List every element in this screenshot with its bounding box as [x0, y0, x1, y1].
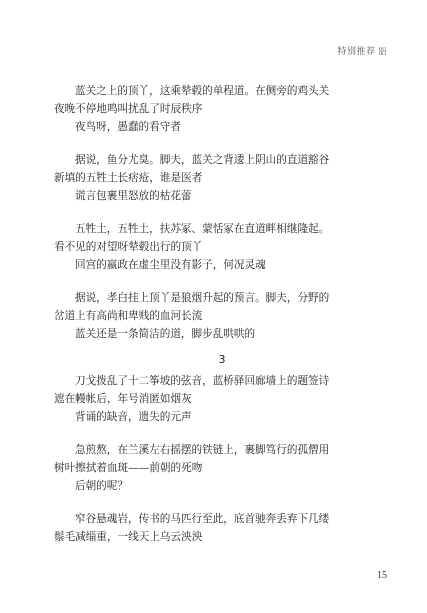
header-title: 特别推荐: [337, 47, 376, 57]
poem-line: 看不见的对望呀辇毂出行的顶丫: [54, 241, 203, 253]
stanza: [54, 510, 390, 546]
poem-line: 谎言包裹里怒放的枯花蕾: [75, 190, 192, 202]
poem-line: 刀戈拨乱了十二筝坡的弦音，蓝桥驿回廊墙上的题签诗: [75, 375, 330, 387]
poem-line: 岔道上有高尚和卑贱的血河长流: [54, 310, 203, 322]
poem-line: 五牲土，五牲土，扶苏冢、蒙恬冢在直道畔相继隆起。: [75, 223, 330, 235]
poem-line: 急煎熬，在兰溪左右摇摆的铁链上，裹脚笃行的孤僧用: [75, 444, 330, 456]
poem-body: [54, 82, 390, 546]
header-mark: 㗊: [378, 47, 387, 56]
poem-line: 据说，孝白挂上顶丫是狼烟升起的预言。脚夫，分野的: [75, 292, 330, 304]
stanza: [54, 372, 390, 426]
poem-line: 窄谷悬魂岩，传书的马匹行至此，底首驰奔丢弃下几缕: [75, 513, 330, 525]
poem-line: 蓝关之上的顶丫，这乘辇毂的单程道。在侧旁的鸡头关: [75, 85, 330, 97]
poem-line: 鬃毛减缁重，一线天上乌云泱泱: [54, 531, 203, 543]
stanza: [54, 289, 390, 343]
poem-line: 新填的五牲土长痞疮，谁是医者: [54, 172, 203, 184]
poem-line: 背诵的缺音，遗失的元声: [75, 411, 192, 423]
poem-line: 夜晚不停地鸣叫扰乱了时辰秩序: [54, 103, 203, 115]
poem-line: 蓝关还是一条简洁的道，脚步乱哄哄的: [75, 328, 256, 340]
poem-line: 回宫的嬴政在虚尘里没有影子，何况灵魂: [75, 259, 266, 271]
poem-line: 树叶擦拭着血斑——前朝的死吻: [54, 462, 203, 474]
stanza: [54, 82, 390, 136]
poem-line: 后朝的呢？: [75, 480, 128, 492]
page-number: 15: [377, 570, 387, 581]
stanza: [54, 151, 390, 205]
stanza: [54, 441, 390, 495]
poem-line: 夜鸟呀，愚蠢的看守者: [75, 121, 181, 133]
stanza: [54, 220, 390, 274]
section-number: 3: [218, 353, 226, 366]
running-header: [337, 44, 387, 57]
poem-line: 遮在幔帐后，年号消匿如烟灰: [54, 393, 192, 405]
poem-line: 据说，鱼分尤臭。脚夫，蓝关之背逶上阴山的直道豁谷: [75, 154, 330, 166]
